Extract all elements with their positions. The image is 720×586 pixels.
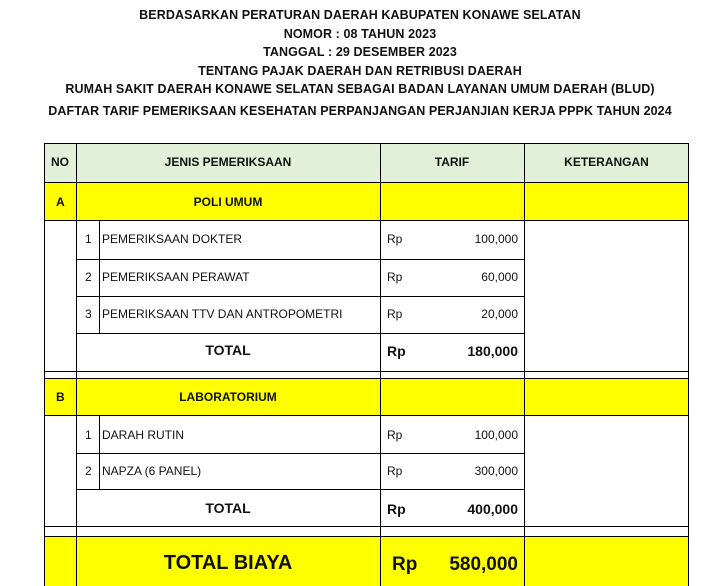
item-number: 2: [85, 270, 92, 284]
grid-line: [76, 489, 524, 490]
header-no: NO: [51, 155, 69, 169]
header-line-number: NOMOR : 08 TAHUN 2023: [283, 26, 437, 41]
item-number: 1: [85, 232, 92, 246]
item-number: 2: [85, 464, 92, 478]
grid-line: [76, 143, 77, 586]
grand-total-amount: 580,000: [449, 554, 518, 575]
section-a-total-amount: 180,000: [467, 343, 518, 359]
section-a-code: A: [56, 195, 65, 209]
grid-line: [44, 415, 689, 416]
item-number: 1: [85, 428, 92, 442]
section-a-title: POLI UMUM: [193, 195, 263, 209]
item-currency: Rp: [387, 232, 403, 246]
grid-line: [44, 182, 689, 183]
item-amount: 60,000: [481, 270, 518, 284]
grid-line: [380, 143, 381, 586]
item-currency: Rp: [387, 307, 403, 321]
grid-line: [44, 526, 689, 527]
grid-line: [44, 220, 689, 221]
grid-line: [44, 536, 689, 537]
grand-total-label: TOTAL BIAYA: [163, 552, 293, 574]
grid-line: [688, 143, 689, 586]
grid-line: [76, 453, 524, 454]
item-amount: 100,000: [474, 428, 518, 442]
section-b-code: B: [56, 390, 65, 404]
header-line-title: DAFTAR TARIF PEMERIKSAAN KESEHATAN PERPANJANGAN PERJANJIAN KERJA PPPK TAHUN 2024: [48, 103, 672, 118]
grid-line: [99, 220, 100, 333]
item-amount: 20,000: [481, 307, 518, 321]
section-a-total-label: TOTAL: [205, 342, 251, 358]
document-header: [0, 6, 720, 121]
grid-line: [99, 415, 100, 489]
grid-line: [76, 333, 524, 334]
grid-line: [44, 143, 689, 144]
grid-line: [44, 371, 689, 372]
item-amount: 300,000: [474, 464, 518, 478]
item-name: DARAH RUTIN: [102, 428, 185, 442]
item-name: NAPZA (6 PANEL): [102, 464, 202, 478]
header-jenis: JENIS PEMERIKSAAN: [164, 155, 292, 169]
tariff-table: [44, 143, 689, 586]
header-line-regulation: BERDASARKAN PERATURAN DAERAH KABUPATEN KONAWE SELATAN: [139, 8, 581, 22]
header-tarif: TARIF: [434, 155, 470, 169]
item-currency: Rp: [387, 464, 403, 478]
header-line-date: TANGGAL : 29 DESEMBER 2023: [263, 45, 457, 60]
item-number: 3: [85, 307, 92, 321]
header-line-subject: TENTANG PAJAK DAERAH DAN RETRIBUSI DAERAH: [198, 63, 522, 78]
grid-line: [524, 143, 525, 586]
item-name: PEMERIKSAAN PERAWAT: [102, 270, 250, 284]
item-currency: Rp: [387, 270, 403, 284]
header-line-hospital: RUMAH SAKIT DAERAH KONAWE SELATAN SEBAGAI BADAN LAYANAN UMUM DAERAH (BLUD): [65, 82, 655, 97]
grid-line: [76, 259, 524, 260]
item-name: PEMERIKSAAN DOKTER: [102, 232, 243, 246]
section-b-title: LABORATORIUM: [179, 390, 277, 404]
item-currency: Rp: [387, 428, 403, 442]
grid-line: [44, 378, 689, 379]
section-a-total-currency: Rp: [387, 343, 406, 359]
grand-total-currency: Rp: [392, 554, 418, 575]
grid-line: [44, 143, 45, 586]
item-name: PEMERIKSAAN TTV DAN ANTROPOMETRI: [102, 307, 343, 321]
grid-line: [76, 296, 524, 297]
item-amount: 100,000: [474, 232, 518, 246]
section-b-total-amount: 400,000: [467, 501, 518, 517]
section-b-total-label: TOTAL: [205, 500, 251, 516]
section-b-total-currency: Rp: [387, 501, 406, 517]
header-keterangan: KETERANGAN: [564, 155, 649, 169]
